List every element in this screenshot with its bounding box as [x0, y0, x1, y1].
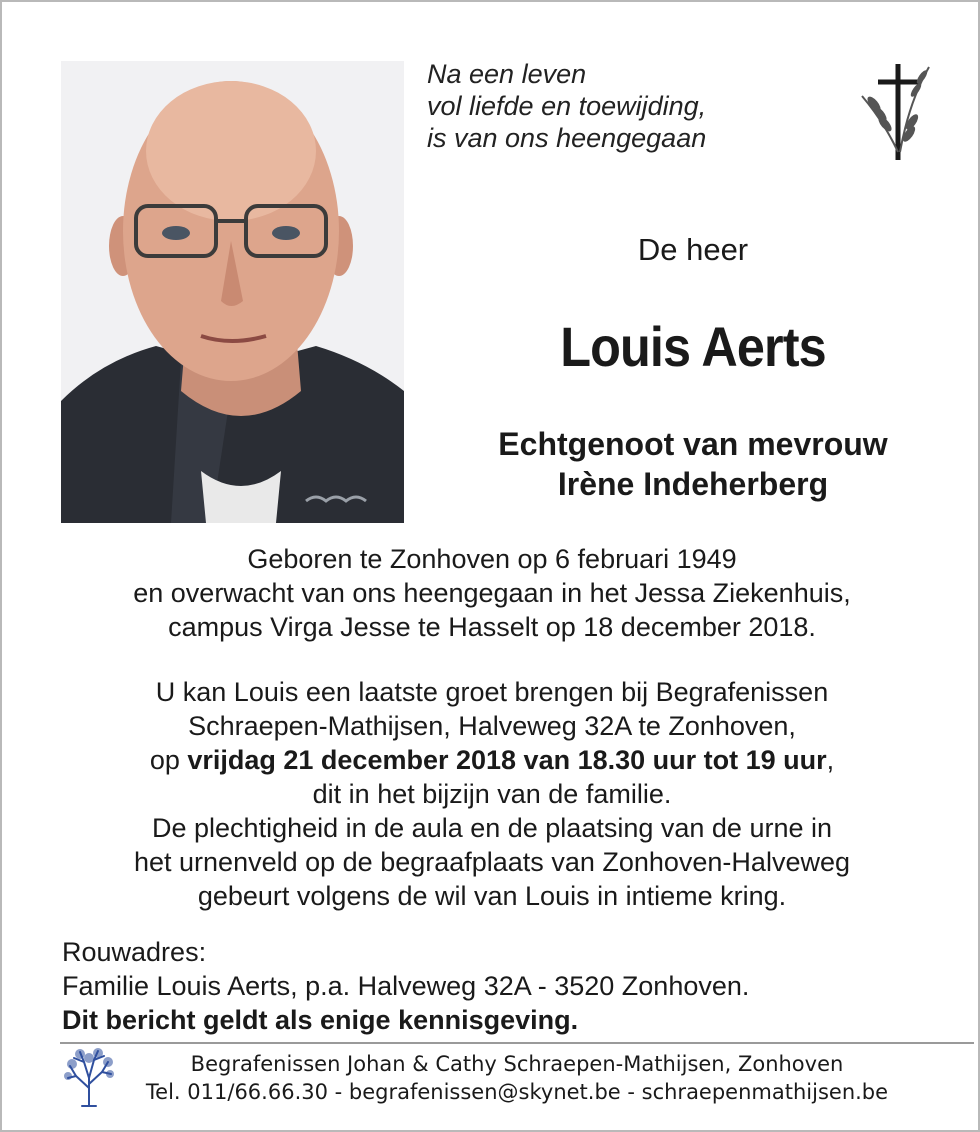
paragraph-line: en overwacht van ons heengegaan in het Jessa Ziekenhuis,: [133, 578, 851, 608]
mourning-address: [62, 935, 749, 1037]
funeral-home-name: Begrafenissen Johan & Cathy Schraepen-Mathijsen, Zonhoven: [190, 1052, 844, 1076]
paragraph-line: het urnenveld op de begraafplaats van Zonhoven-Halveweg: [134, 847, 850, 877]
divider: [60, 1042, 974, 1044]
paragraph-line: U kan Louis een laatste groet brengen bij Begrafenissen: [155, 677, 829, 707]
paragraph-line: gebeurt volgens de wil van Louis in intieme kring.: [197, 881, 787, 911]
funeral-home-footer: [122, 1050, 912, 1106]
portrait-photo: [61, 61, 404, 523]
verse-line: vol liefde en toewijding,: [427, 91, 707, 121]
text-suffix: ,: [826, 745, 835, 775]
paragraph-line: Schraepen-Mathijsen, Halveweg 32A te Zonhoven,: [188, 711, 796, 741]
deceased-name: Louis Aerts: [560, 315, 826, 378]
spouse-line: Echtgenoot van mevrouw: [498, 426, 888, 462]
verse-line: is van ons heengegaan: [427, 123, 707, 153]
address-label: Rouwadres:: [62, 937, 207, 967]
memorial-verse: [427, 58, 706, 154]
spouse-name: Irène Indeherberg: [557, 466, 829, 502]
tree-logo-icon: [64, 1048, 114, 1108]
salutation: De heer: [637, 232, 749, 267]
cross-with-wheat-icon: [854, 62, 934, 162]
text-prefix: op: [149, 745, 188, 775]
visitation-date-time: vrijdag 21 december 2018 van 18.30 uur tot 19 uur: [187, 745, 827, 775]
spouse-info: [404, 424, 980, 504]
paragraph-line: De plechtigheid in de aula en de plaatsing van de urne in: [152, 813, 832, 843]
funeral-home-contact: Tel. 011/66.66.30 - begrafenissen@skynet.be - schraepenmathijsen.be: [145, 1080, 889, 1104]
paragraph-line: Geboren te Zonhoven op 6 februari 1949: [247, 544, 737, 574]
paragraph-line: dit in het bijzijn van de familie.: [312, 779, 672, 809]
visitation-paragraph: [2, 675, 980, 913]
address-text: Familie Louis Aerts, p.a. Halveweg 32A - 3520 Zonhoven.: [62, 971, 750, 1001]
verse-line: Na een leven: [427, 59, 587, 89]
paragraph-line: campus Virga Jesse te Hasselt op 18 december 2018.: [168, 612, 816, 642]
notice-text: Dit bericht geldt als enige kennisgeving.: [62, 1005, 579, 1035]
paragraph-line: [2, 743, 980, 777]
birth-death-paragraph: [2, 542, 980, 644]
